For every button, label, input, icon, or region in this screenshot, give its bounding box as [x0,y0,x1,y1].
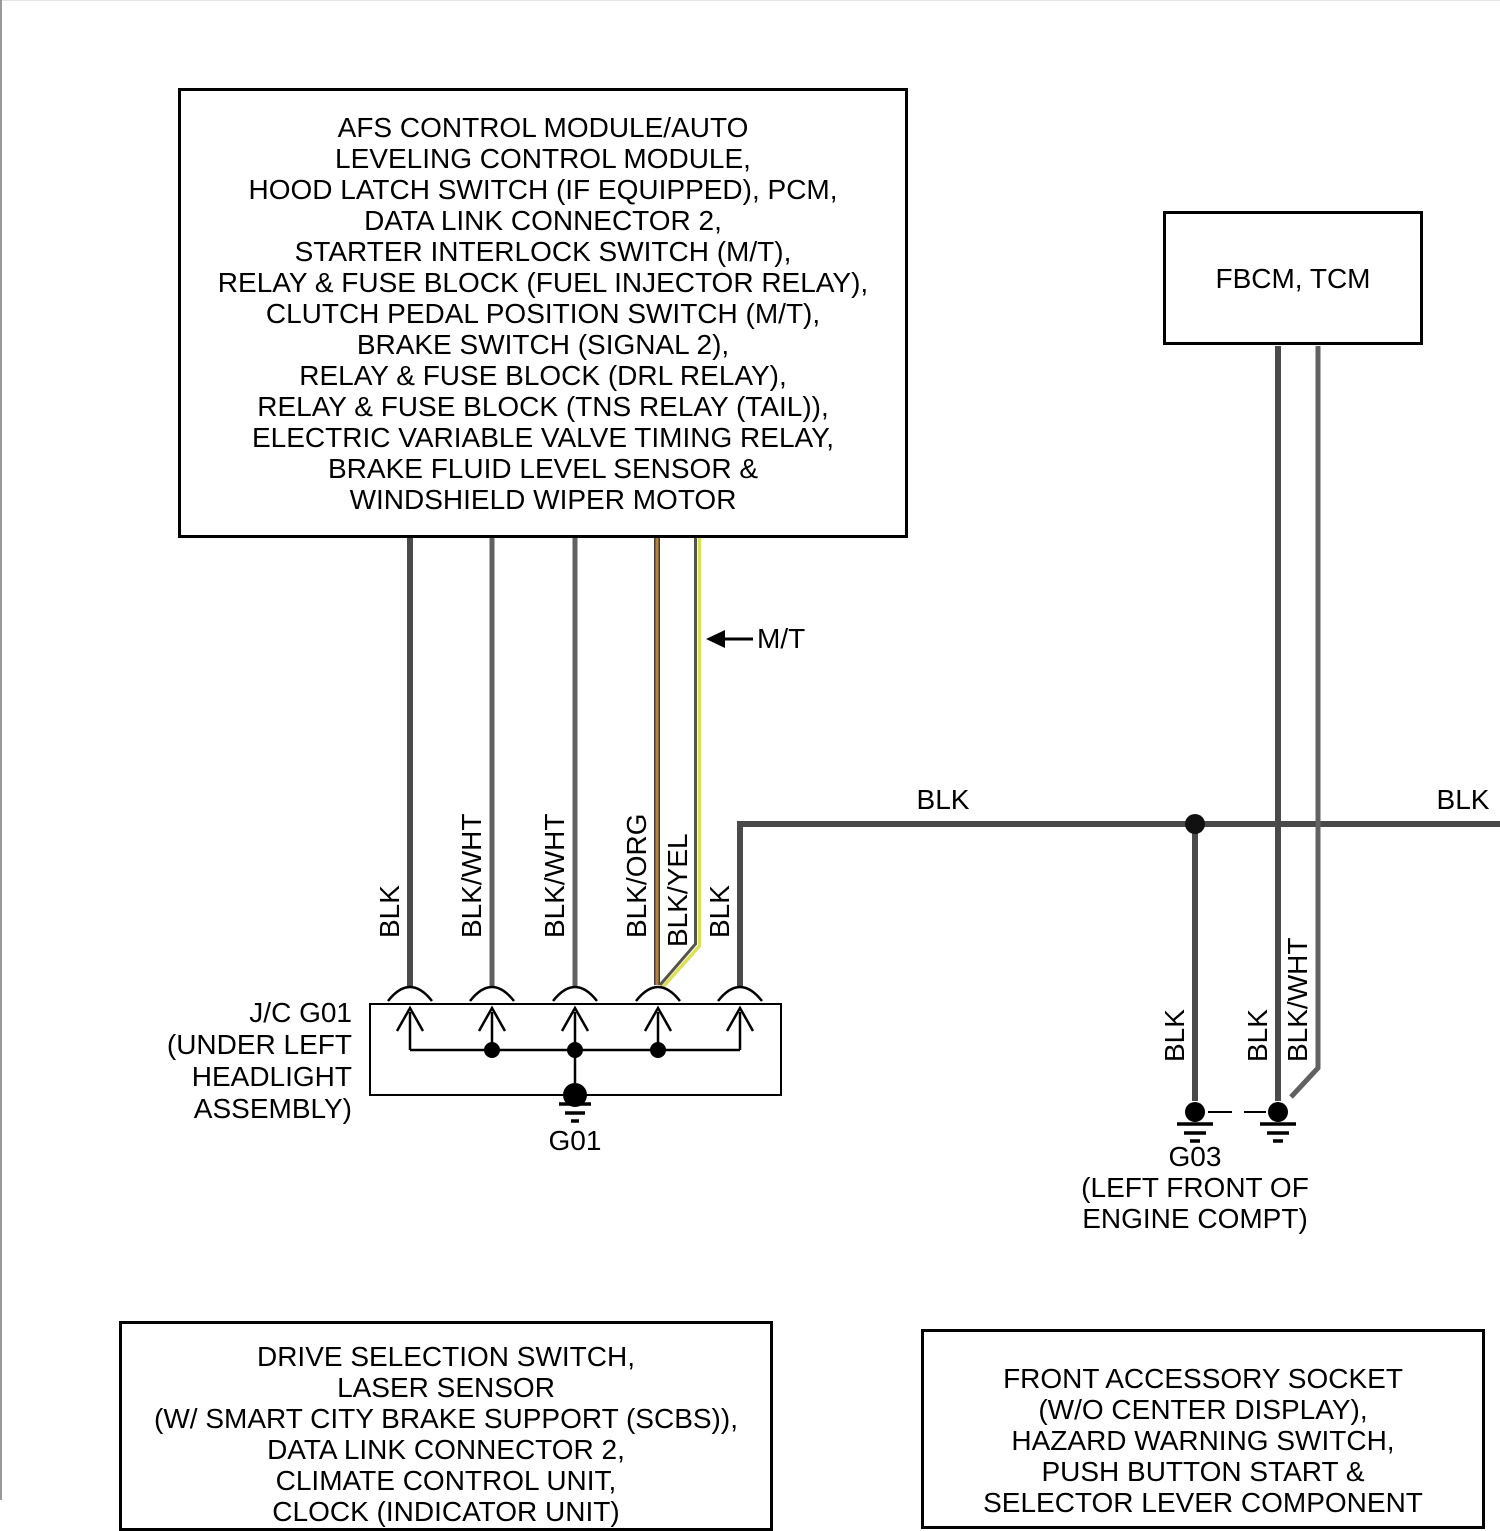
component-box-fbcm-tcm [1163,211,1423,345]
text-line: (W/O CENTER DISPLAY), [1038,1394,1368,1425]
text-line: J/C G01 [249,997,352,1028]
text-line: HOOD LATCH SWITCH (IF EQUIPPED), PCM, [248,173,838,205]
bus-label-blk-left: BLK [916,784,970,815]
text-line: HEADLIGHT [191,1061,352,1092]
g01-label: G01 [548,1125,602,1156]
text-line: RELAY & FUSE BLOCK (FUEL INJECTOR RELAY), [217,266,869,298]
mt-arrow-icon [706,630,753,648]
mt-annotation-label: M/T [757,623,806,654]
ground-bus-blk [740,824,1500,986]
text-line: STARTER INTERLOCK SWITCH (M/T), [294,235,792,267]
wire-label-g03-blk-wht: BLK/WHT [1282,937,1313,1062]
component-box-bottom-right [921,1329,1485,1529]
text-line: FRONT ACCESSORY SOCKET [1003,1363,1403,1394]
text-line: SELECTOR LEVER COMPONENT [983,1487,1423,1518]
text-line: LASER SENSOR [337,1372,555,1403]
text-line: DRIVE SELECTION SWITCH, [256,1341,636,1372]
text-line: WINDSHIELD WIPER MOTOR [349,483,737,515]
text-line: CLUTCH PEDAL POSITION SWITCH (M/T), [265,297,821,329]
g03-ground-symbol-right [1260,1102,1296,1141]
component-box-top-left [178,88,908,538]
text-line: LEVELING CONTROL MODULE, [335,142,751,174]
text-line: (W/ SMART CITY BRAKE SUPPORT (SCBS)), [154,1403,738,1434]
wire-label-blk-2: BLK [704,885,735,938]
wire-label-blk-org: BLK/ORG [621,813,652,938]
text-line: AFS CONTROL MODULE/AUTO [337,111,749,143]
bus-label-blk-right: BLK [1436,784,1490,815]
wire-label-g03-blk-2: BLK [1242,1009,1273,1062]
wire-label-blk-yel: BLK/YEL [662,833,693,947]
text-line: ASSEMBLY) [193,1093,352,1124]
text-line: HAZARD WARNING SWITCH, [1011,1425,1395,1456]
jc-g01-location-label [100,997,352,1125]
junction-connector-arcs [388,987,762,1001]
g03-label: G03 [1168,1141,1222,1172]
g03-ground-symbol-left [1177,1102,1213,1141]
text-line: ELECTRIC VARIABLE VALVE TIMING RELAY, [252,421,834,453]
jc-g01-box [369,1003,782,1096]
text-line: BRAKE FLUID LEVEL SENSOR & [328,452,758,484]
wire-label-blk-wht-2: BLK/WHT [539,813,570,938]
text-line: PUSH BUTTON START & [1041,1456,1365,1487]
g03-label-block [1075,1141,1315,1234]
g03-location-line-2: ENGINE COMPT) [1082,1203,1308,1234]
text-line: CLOCK (INDICATOR UNIT) [272,1496,620,1527]
wire-label-g03-blk-1: BLK [1159,1009,1190,1062]
g03-location-line-1: (LEFT FRONT OF [1081,1172,1309,1203]
text-line: RELAY & FUSE BLOCK (DRL RELAY), [299,359,787,391]
text-line: BRAKE SWITCH (SIGNAL 2), [356,328,730,360]
text-line: RELAY & FUSE BLOCK (TNS RELAY (TAIL)), [257,390,829,422]
wire-label-blk-1: BLK [374,885,405,938]
wire-label-blk-wht-1: BLK/WHT [456,813,487,938]
text-line: (UNDER LEFT [166,1029,352,1060]
text-line: DATA LINK CONNECTOR 2, [267,1434,625,1465]
fbcm-tcm-label: FBCM, TCM [1215,262,1371,294]
text-line: DATA LINK CONNECTOR 2, [364,204,722,236]
text-line: CLIMATE CONTROL UNIT, [275,1465,617,1496]
